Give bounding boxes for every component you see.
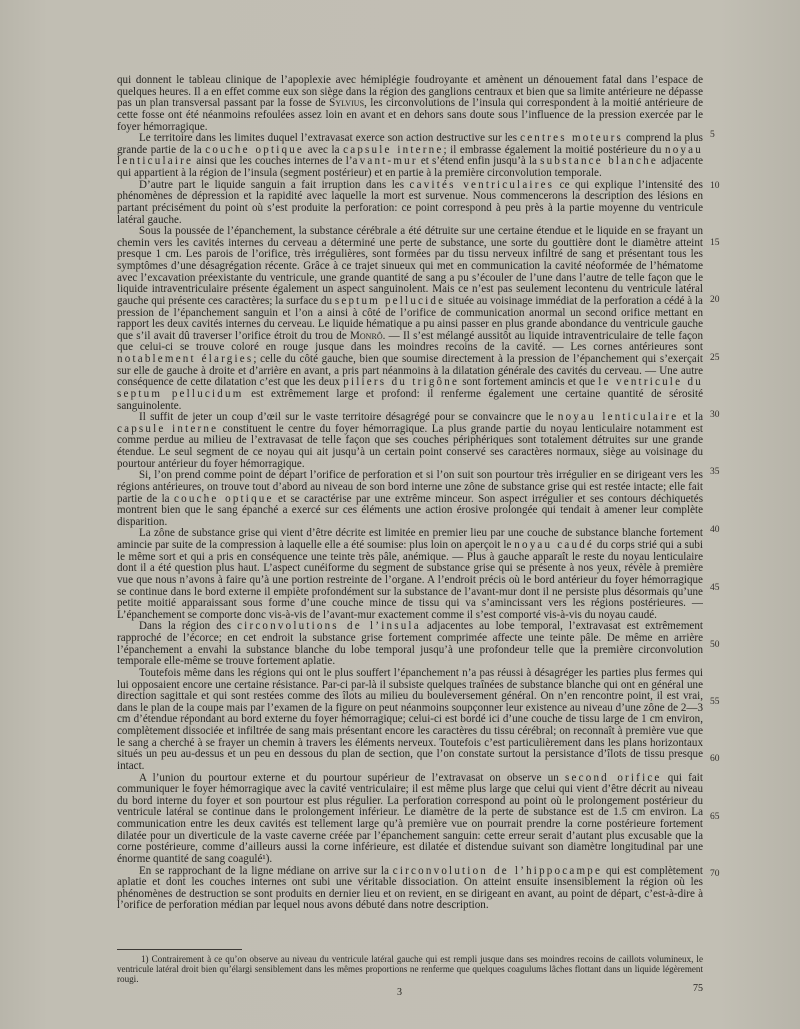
text-run: ; il embrasse également la moitié postérieure du (443, 143, 665, 156)
line-number: 20 (710, 295, 720, 305)
spaced-term: capsule interne (117, 422, 219, 435)
paragraph (117, 668, 703, 773)
line-number: 25 (710, 353, 720, 363)
text-run: qui donnent le tableau clinique de l’apoplexie avec hémiplégie foudroyante et amènent un dénouement fatal dans l’espace de quelques heures. Il a en effet comme eux son siège dans la région des ganglions centraux et bien que sa limite antérieure ne dépasse pas un plan transversal passant par la fosse de (117, 74, 703, 110)
spaced-term: notablement élargies (117, 353, 254, 365)
paragraph (117, 133, 703, 180)
text-run: Toutefois même dans les régions qui ont le plus souffert l’épanchement n’a pas réussi à désagréger les parties plus fermes qui lui opposaient encore une certaine résistance. Par-ci par-là il subsiste quelques traînées de substance blanche qui ont en général une direction sagittale et qui sont restées comme des îlots au milieu du bouleversement général. On n’en rencontre point, il est vrai, dans le plan de la coupe mais par l’examen de la figure on peut néanmoins soupçonner leur existence au niveau d’une zône de 2—3 cm d’étendue répondant au bord externe du foyer hémorragique; celui-ci est bordé ici d’une couche de tissu large de 1 cm environ, complètement dissociée et infiltrée de sang mais présentant encore les caractères du tissu cérébral; on reconnaît à première vue que le sang a cherché à se frayer un chemin à travers les éléments nerveux. Toutefois c’est particulièrement dans les plans horizontaux situés un peu au-dessus et un peu en dessous du plan de section, que l’on constate surtout la persistance d’îlots de tissu presque intact. (117, 666, 703, 772)
text-run: et se caractérise par une extrême minceur. Son aspect irrégulier et ses contours déchiquetés montrent bien que le sang épanché a exercé sur ces éléments une action érosive prolongée qui tendait à amener leur complète disparition. (117, 492, 704, 528)
line-number: 5 (710, 130, 715, 140)
text-run: Si, l’on prend comme point de départ l’orifice de perforation et si l’on suit son pourtour très irrégulier en se dirigeant vers les régions antérieures, on trouve tout d’abord au niveau de son bord interne une zône de substance grise qui est restée intacte; elle fait partie de la (117, 469, 703, 505)
text-run: du corps strié qui a subi le même sort et qui a pris en conséquence une teinte très pâle, anémique. — Plus à gauche apparaît le reste du noyau lenticulaire dont il a été question plus haut. L’aspect cunéiforme du segment de substance grise qui se présente à nos yeux, révèle à première vue que nous n’avons à faire qu’à une portion restreinte de l’organe. A l’endroit précis où le bord antérieur du foyer hémorragique se continue dans le bord externe il empiète profondément sur la substance de l’avant-mur dont il ne persiste plus désormais qu’une petite moitié apparaissant sous forme d’une couche mince de tissu qui va s’amincissant vers les régions postérieures. — L’épanchement se comporte donc vis-à-vis de l’avant-mur exactement comme il s’est comporté vis-à-vis du noyau caudé. (117, 539, 703, 621)
paragraph (117, 621, 703, 668)
spaced-term: circonvolution de l’hippocampe (392, 864, 603, 877)
line-number: 50 (710, 640, 720, 650)
paragraph (117, 180, 703, 227)
spaced-term: cavités ventriculaires (409, 178, 555, 191)
spaced-term: substance blanche (540, 155, 658, 168)
body-text (117, 75, 703, 912)
text-run: Il suffit de jeter un coup d’œil sur le vaste territoire désagrégé pour se convaincre que le (139, 411, 558, 424)
paragraph (117, 412, 703, 470)
paragraph (117, 866, 703, 913)
spaced-term: second orifice (565, 771, 662, 784)
plate-number: 75 (693, 983, 703, 994)
text-run: adjacentes au lobe temporal, l’extravasat est extrêmement rapproché de l’écorce; en cet endroit la substance grise fortement comprimée affecte une teinte pâle. De même en arrière l’épanchement a envahi la substance blanche du lobe temporal jusqu’à une profondeur telle que la première circonvolution temporale elle-même se trouve fortement aplatie. (117, 620, 703, 668)
footnote-text: 1) Contrairement à ce qu’on observe au niveau du ventricule latéral gauche qui est rempli jusque dans ses moindres recoins de caillots volumineux, le ventricule latéral droit bien qu’élargi sensiblement dans les mêmes proportions ne renferme que quelques coagulums lâches flottant dans un liquide légèrement rougi. (117, 954, 703, 985)
paragraph (117, 470, 703, 528)
line-number: 40 (710, 525, 720, 535)
spaced-term: noyau lenticulaire (557, 411, 679, 424)
line-number: 30 (710, 410, 720, 420)
paragraph (117, 528, 703, 621)
text-run: La zône de substance grise qui vient d’être décrite est limitée en premier lieu par une couche de substance blanche fortement amincie par suite de la compression à laquelle elle a été soumise: plus loin on aperçoit le (117, 527, 703, 551)
text-run: En se rapprochant de la ligne médiane on arrive sur la (139, 864, 393, 877)
line-number: 45 (710, 583, 720, 593)
line-number: 65 (710, 812, 720, 822)
page-number: 3 (397, 987, 402, 998)
text-run: est extrêmement large et profond: il renferme également une certaine quantité de sérosité sanguinolente. (117, 387, 704, 412)
text-run: Le territoire dans les limites duquel l’extravasat exerce son action destructive sur les (139, 132, 521, 145)
spaced-term: piliers du trigône (343, 376, 460, 389)
text-run: sont fortement amincis et que (459, 376, 599, 389)
proper-name: Monrô (350, 329, 383, 342)
line-number: 70 (710, 869, 720, 879)
proper-name: Sylvius (329, 97, 365, 110)
spaced-term: le ventricule du septum pellucidum (117, 376, 703, 400)
text-run: ; celle du côté gauche, bien que soumise directement à la pression de l’épanchement qui s’exerçait sur elle de gauche à droite et d’arrière en avant, a pris part néanmoins à la dilatation générale des cavités du cerveau. — Une autre conséquence de cette dilatation c’est que les deux (117, 353, 704, 389)
text-run: qui est complètement aplatie et dont les couches internes ont subi une véritable dissociation. On atteint ensuite insensiblement la région où les phénomènes de destruction se sont produits en dernier lieu et on revient, en se dirigeant en avant, au point de départ, c’est-à-dire à l’orifice de perforation médian par lequel nous avons débuté dans notre description. (117, 864, 703, 912)
text-run: constituent le centre du foyer hémorragique. La plus grande partie du noyau lenticulaire notamment est comme perdue au milieu de l’extravasat de telle façon que ses couches périphériques sont totalement détruites sur une grande étendue. Le seul segment de ce noyau qui ait jusqu’à un certain point conservé ses caractères normaux, siège au voisinage du pourtour antérieur du foyer hémorragique. (117, 422, 703, 470)
text-run: ce qui explique l’intensité des phénomènes de dépression et la rapidité avec laquelle la mort est survenue. Nous commencerons la description des lésions en partant précisément du point où s’est produite la perforation: ce point correspond à peu près à la partie moyenne du ventricule latéral gauche. (117, 178, 704, 226)
text-run: , les circonvolutions de l’insula qui correspondent à la moitié antérieure de cette fosse ont été néanmoins refoulées assez loin en avant et en dehors sans doute sous l’influence de la pression exercée par le foyer hémorragique. (117, 97, 703, 133)
text-run: située au voisinage immédiat de la perforation a cédé à la pression de l’épanchement sanguin et l’on a ainsi à côté de l’orifice de communication anormal un second orifice mettant en rapport les deux cavités internes du cerveau. Le liquide hématique a pu ainsi passer en plus grande abondance du ventricule gauche que s’il avait dû traverser l’orifice étroit du trou de (117, 294, 703, 342)
paragraph (117, 226, 703, 412)
paragraph (117, 773, 703, 866)
line-number: 35 (710, 467, 720, 477)
line-number: 10 (710, 181, 720, 191)
spaced-term: noyau caudé (514, 539, 595, 551)
spaced-term: avant-mur (352, 155, 418, 168)
text-run: . — Il s’est mélangé aussitôt au liquide intraventriculaire de telle façon que celui-ci se trouve coloré en rouge jusque dans les moindres recoins de la cavité. — Les cornes antérieures sont (117, 329, 704, 354)
footnote (117, 954, 703, 985)
spaced-term: couche optique (205, 143, 305, 156)
spaced-term: circonvolutions de l’insula (237, 620, 421, 633)
text-run: A l’union du pourtour externe et du pourtour supérieur de l’extravasat on observe un (139, 771, 566, 784)
text-run: Dans la région des (139, 620, 238, 633)
text-run: Sous la poussée de l’épanchement, la substance cérébrale a été détruite sur une certaine étendue et le liquide en se frayant un chemin vers les cavités internes du cerveau a déterminé une perte de substance, une sorte du gouttière dont le diamètre atteint presque 1 cm. Les parois de l’orifice, très irrégulières, sont formées par du tissu nerveux infiltré de sang et présentant tous les symptômes d’une désagrégation récente. Grâce à ce trajet sinueux qui met en communication la cavité néoformée de l’hématome avec l’excavation préexistante du ventricule, une grande quantité de sang a pu s’écouler de l’une dans l’autre de telle façon que le liquide intraventriculaire présente également un aspect sanguinolent. Mais ce n’est pas seulement lecontenu du ventricule latéral gauche qui présente ces caractères; la surface du (117, 225, 703, 307)
paragraph (117, 75, 703, 133)
spaced-term: septum pellucide (334, 294, 446, 307)
text-run: D’autre part le liquide sanguin a fait irruption dans les (139, 178, 410, 191)
text-run: avec la (304, 143, 344, 156)
spaced-term: centres moteurs (520, 132, 623, 145)
spaced-term: couche optique (174, 492, 274, 505)
spaced-term: capsule interne (343, 143, 444, 156)
line-number: 60 (710, 754, 720, 764)
line-number: 15 (710, 238, 720, 248)
text-run: et la (678, 411, 703, 424)
spaced-term: noyau lenticulaire (117, 143, 703, 168)
line-number: 55 (710, 697, 720, 707)
text-run: ainsi que les couches internes de l’ (193, 155, 353, 168)
text-run: adjacente qui appartient à la région de l’insula (segment postérieur) et en partie à la première circonvolution temporale. (117, 155, 703, 179)
text-run: qui fait communiquer le foyer hémorragique avec la cavité ventriculaire; il est même plus large que celui qui vient d’être décrit au niveau du bord interne du foyer et son pourtour est plus régulier. La perforation correspond au point où le prolongement postérieur du ventricule latéral se continue dans le prolongement inférieur. Le diamètre de la perte de substance est de 1.5 cm environ. La communication entre les deux cavités est tellement large qu’à première vue on pourrait prendre la corne postérieure fortement dilatée pour un diverticule de la vaste caverne créée par l’épanchement sanguin: cette erreur serait d’autant plus excusable que la corne postérieure, comme d’ailleurs aussi la corne inférieure, est dilatée et distendue suivant son diamètre longitudinal par une énorme quantité de sang coagulé¹). (117, 771, 703, 865)
text-run: comprend la plus grande partie de la (117, 132, 704, 156)
text-run: et s’étend enfin jusqu’à la (417, 155, 541, 168)
footnote-rule (117, 949, 242, 950)
